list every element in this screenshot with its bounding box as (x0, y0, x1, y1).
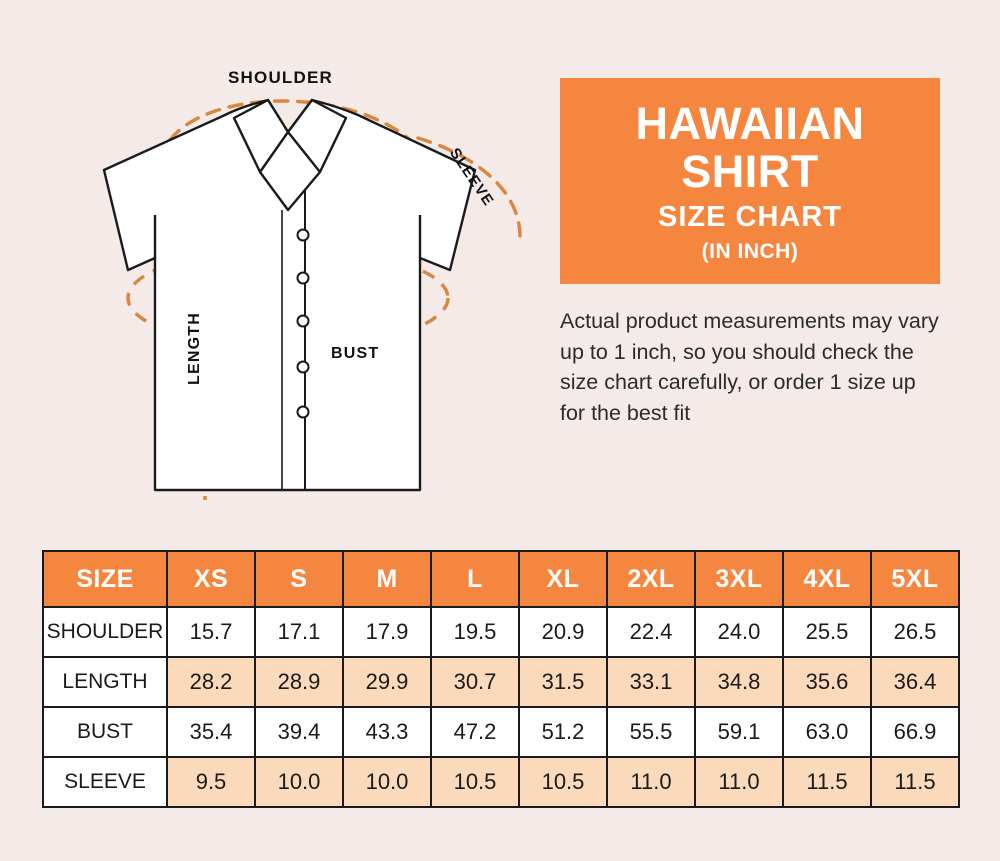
table-cell: 22.4 (607, 607, 695, 657)
table-col-header: M (343, 551, 431, 607)
table-cell: 28.2 (167, 657, 255, 707)
measurement-note: Actual product measurements may vary up to 1 inch, so you should check the size chart carefully, or order 1 size up for the best fit (560, 309, 939, 425)
table-row-header: LENGTH (43, 657, 167, 707)
shirt-diagram (20, 20, 560, 520)
label-shoulder: SHOULDER (228, 68, 333, 87)
table-cell: 15.7 (167, 607, 255, 657)
table-cell: 25.5 (783, 607, 871, 657)
table-cell: 9.5 (167, 757, 255, 807)
table-cell: 59.1 (695, 707, 783, 757)
table-header-row (43, 551, 959, 607)
title-subtitle: SIZE CHART (658, 201, 842, 234)
table-cell: 36.4 (871, 657, 959, 707)
table-cell: 35.4 (167, 707, 255, 757)
size-chart-table (42, 550, 960, 808)
table-row-header: SHOULDER (43, 607, 167, 657)
table-cell: 66.9 (871, 707, 959, 757)
table-row (43, 757, 959, 807)
table-cell: 55.5 (607, 707, 695, 757)
title-unit: (IN INCH) (701, 240, 799, 264)
table-cell: 35.6 (783, 657, 871, 707)
table-cell: 29.9 (343, 657, 431, 707)
table-cell: 17.1 (255, 607, 343, 657)
table-cell: 33.1 (607, 657, 695, 707)
table-col-header: XS (167, 551, 255, 607)
label-sleeve: SLEEVE (445, 145, 498, 210)
table-col-header: 2XL (607, 551, 695, 607)
table-cell: 30.7 (431, 657, 519, 707)
table-col-header: 4XL (783, 551, 871, 607)
size-chart-table-wrapper (42, 550, 958, 808)
table-cell: 10.5 (431, 757, 519, 807)
table-cell: 19.5 (431, 607, 519, 657)
table-cell: 39.4 (255, 707, 343, 757)
table-col-header: 3XL (695, 551, 783, 607)
table-corner-label: SIZE (43, 551, 167, 607)
table-row-header: SLEEVE (43, 757, 167, 807)
table-cell: 26.5 (871, 607, 959, 657)
table-cell: 11.0 (607, 757, 695, 807)
title-line-2: SHIRT (681, 145, 819, 197)
table-cell: 11.0 (695, 757, 783, 807)
table-cell: 24.0 (695, 607, 783, 657)
table-col-header: 5XL (871, 551, 959, 607)
table-cell: 63.0 (783, 707, 871, 757)
table-row (43, 707, 959, 757)
table-cell: 43.3 (343, 707, 431, 757)
table-col-header: S (255, 551, 343, 607)
title-line-1: HAWAIIAN (635, 98, 865, 149)
table-cell: 10.5 (519, 757, 607, 807)
table-row-header: BUST (43, 707, 167, 757)
title-box (560, 78, 940, 284)
table-cell: 28.9 (255, 657, 343, 707)
table-cell: 47.2 (431, 707, 519, 757)
table-cell: 11.5 (783, 757, 871, 807)
table-cell: 10.0 (343, 757, 431, 807)
table-col-header: XL (519, 551, 607, 607)
table-cell: 34.8 (695, 657, 783, 707)
table-row (43, 657, 959, 707)
table-cell: 11.5 (871, 757, 959, 807)
table-cell: 17.9 (343, 607, 431, 657)
table-cell: 20.9 (519, 607, 607, 657)
label-bust: BUST (331, 345, 380, 362)
table-row (43, 607, 959, 657)
table-cell: 10.0 (255, 757, 343, 807)
title-panel (560, 78, 980, 428)
label-length: LENGTH (186, 312, 203, 385)
table-cell: 31.5 (519, 657, 607, 707)
table-col-header: L (431, 551, 519, 607)
table-cell: 51.2 (519, 707, 607, 757)
